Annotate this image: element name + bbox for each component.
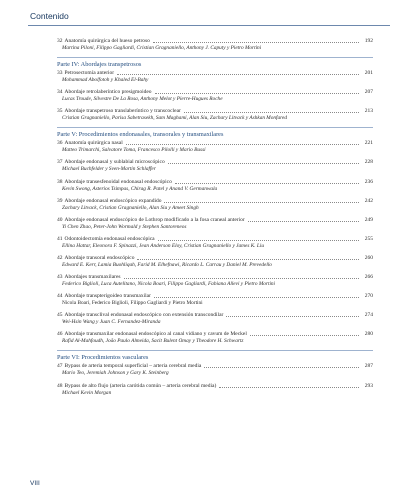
chapter-title: Petrosectomía anterior — [64, 70, 115, 77]
dot-leader — [124, 278, 359, 279]
chapter-authors: Michael Buchfelder y Sven-Martin Schlaffer — [62, 166, 156, 173]
dot-leader — [126, 144, 359, 145]
toc-entry — [57, 140, 373, 154]
chapter-number: 36 — [57, 140, 63, 147]
toc-entry — [57, 179, 373, 193]
chapter-title: Abordaje endonasal y sublabial microscópico — [64, 159, 165, 166]
chapter-authors: Edward E. Kerr, Lamia Buohliqah, Farid M. Elhefnawi, Ricardo L. Carrau y Daniel M. Prevedello — [62, 261, 272, 268]
chapter-number: 33 — [57, 70, 63, 77]
toc-entry — [57, 293, 373, 307]
toc-entry-line — [57, 274, 373, 281]
chapter-title: Bypass de alto flujo (arteria carótida común – arteria cerebral media) — [64, 382, 217, 389]
chapter-number: 41 — [57, 235, 63, 242]
toc-entry — [57, 159, 373, 173]
page-header — [0, 0, 418, 28]
toc-entry-line — [57, 363, 373, 370]
chapter-title: Abordaje transmaxilar endonasal endoscópico al canal vidiano y cavum de Meckel — [64, 331, 247, 338]
toc-entry — [57, 217, 373, 231]
chapter-page-number: 280 — [364, 331, 373, 338]
dot-leader — [155, 93, 359, 94]
chapter-page-number: 255 — [364, 235, 373, 242]
chapter-title: Abordaje transesfenoidal endonasal endoscópico — [64, 178, 172, 185]
toc-entry — [57, 312, 373, 326]
chapter-title: Abordaje transpterigoideo transmaxilar — [64, 293, 151, 300]
chapter-page-number: 270 — [364, 293, 373, 300]
toc-group-part6 — [57, 363, 373, 396]
dot-leader — [250, 335, 359, 336]
toc-entry — [57, 108, 373, 122]
dot-leader — [226, 316, 359, 317]
toc-entry-line — [57, 179, 373, 186]
dot-leader — [219, 387, 359, 388]
chapter-number: 40 — [57, 216, 63, 223]
chapter-number: 35 — [57, 108, 63, 115]
toc-entry-line — [57, 383, 373, 390]
toc-entry — [57, 331, 373, 345]
chapter-page-number: 213 — [364, 108, 373, 115]
chapter-page-number: 266 — [364, 274, 373, 281]
toc-entry-line — [57, 312, 373, 319]
toc-entry — [57, 236, 373, 250]
chapter-page-number: 192 — [364, 38, 373, 44]
chapter-authors: Cristian Gragnaniello, Parisa Sabetrasekh, Sam Maghami, Alan Siu, Zachary Litvack y Ashkan Monfared — [62, 115, 288, 122]
toc-entry-line — [57, 293, 373, 300]
chapter-page-number: 242 — [364, 197, 373, 204]
chapter-title: Odontoidectomía endonasal endoscópica — [64, 235, 155, 242]
toc-entry-line — [57, 89, 373, 96]
chapter-authors: Wei-Hsin Wang y Juan C. Fernandez-Miranda — [62, 319, 161, 326]
chapter-title: Abordaje transclival endonasal endoscópico con extensión transcondilar — [64, 312, 224, 319]
dot-leader — [175, 183, 359, 184]
toc-entry — [57, 363, 373, 377]
part-heading-vi: Parte VI: Procedimientos vasculares — [57, 350, 373, 361]
chapter-authors: Ellina Hattar, Eleonora F. Spinazzi, Jean Anderson Eloy, Cristian Gragnaniello y James K. Liu — [62, 242, 264, 249]
toc-entry — [57, 198, 373, 212]
chapter-page-number: 228 — [364, 159, 373, 166]
chapter-page-number: 201 — [364, 70, 373, 77]
part-heading-iv: Parte IV: Abordajes transpetrosos — [57, 57, 373, 68]
chapter-number: 34 — [57, 89, 63, 96]
chapter-title: Abordajes transmaxilares — [64, 274, 121, 281]
toc-entry — [57, 89, 373, 103]
chapter-authors: Zachary Litvack, Cristian Gragnaniello, Alan Siu y Ameet Singh — [62, 204, 199, 211]
chapter-page-number: 274 — [364, 312, 373, 319]
chapter-title: Abordaje endonasal endoscópico de Lothrop modificado a la fosa craneal anterior — [64, 216, 245, 223]
chapter-title: Anatomía quirúrgica del hueso petroso — [64, 38, 150, 44]
chapter-authors: Mohammad Abolfotoh y Khaled El-Bahy — [62, 77, 149, 84]
chapter-authors: Michael Kevin Morgan — [62, 389, 112, 396]
toc-entry-line — [57, 70, 373, 77]
chapter-authors: Lucas Troude, Silvestre De La Rosa, Anthony Melot y Pierre-Hugues Roche — [62, 96, 223, 103]
chapter-page-number: 287 — [364, 363, 373, 370]
chapter-title: Abordaje retrolaberíntico presigmoideo — [64, 89, 152, 96]
dot-leader — [137, 259, 359, 260]
dot-leader — [158, 240, 359, 241]
toc-entry-line — [57, 255, 373, 262]
dot-leader — [204, 367, 359, 368]
toc-entry — [57, 383, 373, 397]
chapter-title: Abordaje transoral endoscópico — [64, 254, 135, 261]
toc-entry — [57, 70, 373, 84]
toc-group-part5 — [57, 140, 373, 345]
toc-entry — [57, 274, 373, 288]
toc-entry-line — [57, 236, 373, 243]
chapter-number: 48 — [57, 382, 63, 389]
dot-leader — [184, 112, 359, 113]
chapter-number: 39 — [57, 197, 63, 204]
chapter-number: 44 — [57, 293, 63, 300]
chapter-page-number: 221 — [364, 140, 373, 147]
toc-entry — [57, 38, 373, 52]
chapter-page-number: 249 — [364, 216, 373, 223]
chapter-title: Anatomía quirúrgica nasal — [64, 140, 123, 147]
chapter-title: Abordaje transpetroso translaberíntico y transcoclear — [64, 108, 181, 115]
chapter-number: 46 — [57, 331, 63, 338]
chapter-title: Bypass de arteria temporal superficial – arteria cerebral media — [64, 363, 202, 370]
chapter-authors: Kevin Swong, Asterios Tsimpas, Chirag R. Patel y Anand V. Germanwala — [62, 185, 218, 192]
toc-entry-line — [57, 108, 373, 115]
toc-entry-line — [57, 198, 373, 205]
toc-entry-line — [57, 331, 373, 338]
toc-group-part4 — [57, 70, 373, 122]
chapter-authors: Rafid Al-Mahfoudh, João Paulo Almeida, Sacit Bulent Omay y Theodore H. Schwartz — [62, 338, 244, 345]
chapter-authors: Yi Chen Zhao, Peter-John Wormald y Stephen Santoreneos — [62, 223, 187, 230]
chapter-title: Abordaje endonasal endoscópico expandido — [64, 197, 162, 204]
toc-content — [57, 38, 373, 402]
chapter-number: 47 — [57, 363, 63, 370]
part-heading-v: Parte V: Procedimientos endonasales, transorales y transmaxilares — [57, 127, 373, 138]
chapter-authors: Martina Piloni, Filippo Gagliardi, Cristian Gragnaniello, Anthony J. Caputy y Pietro Mortini — [62, 45, 262, 51]
chapter-number: 43 — [57, 274, 63, 281]
chapter-authors: Mario Teo, Jeremiah Johnson y Gary K. Steinberg — [62, 370, 169, 377]
chapter-number: 32 — [57, 38, 63, 44]
toc-entry-line — [57, 159, 373, 166]
toc-entry-line — [57, 38, 373, 45]
chapter-number: 38 — [57, 178, 63, 185]
dot-leader — [248, 221, 359, 222]
dot-leader — [168, 163, 359, 164]
running-title: Contenido — [30, 11, 69, 21]
chapter-page-number: 293 — [364, 382, 373, 389]
toc-entry-line — [57, 217, 373, 224]
chapter-authors: Federico Biglioli, Luca Autelitano, Nicola Boari, Filippo Gagliardi, Fabiana Allevi y Pietro Mortini — [62, 281, 276, 288]
toc-entry-line — [57, 140, 373, 147]
chapter-page-number: 207 — [364, 89, 373, 96]
chapter-number: 37 — [57, 159, 63, 166]
header-rule — [28, 25, 390, 26]
chapter-page-number: 236 — [364, 178, 373, 185]
toc-group-top — [57, 38, 373, 52]
chapter-number: 42 — [57, 254, 63, 261]
chapter-page-number: 260 — [364, 254, 373, 261]
dot-leader — [117, 74, 359, 75]
chapter-authors: Nicola Boari, Federico Biglioli, Filippo Gagliardi y Pietro Mortini — [62, 300, 203, 307]
toc-entry — [57, 255, 373, 269]
dot-leader — [154, 297, 359, 298]
chapter-number: 45 — [57, 312, 63, 319]
page-number: VIII — [30, 480, 40, 487]
dot-leader — [153, 42, 359, 43]
dot-leader — [164, 202, 359, 203]
chapter-authors: Matteo Trimarchi, Salvatore Toma, Francesco Pilolli y Mario Bussi — [62, 147, 206, 154]
